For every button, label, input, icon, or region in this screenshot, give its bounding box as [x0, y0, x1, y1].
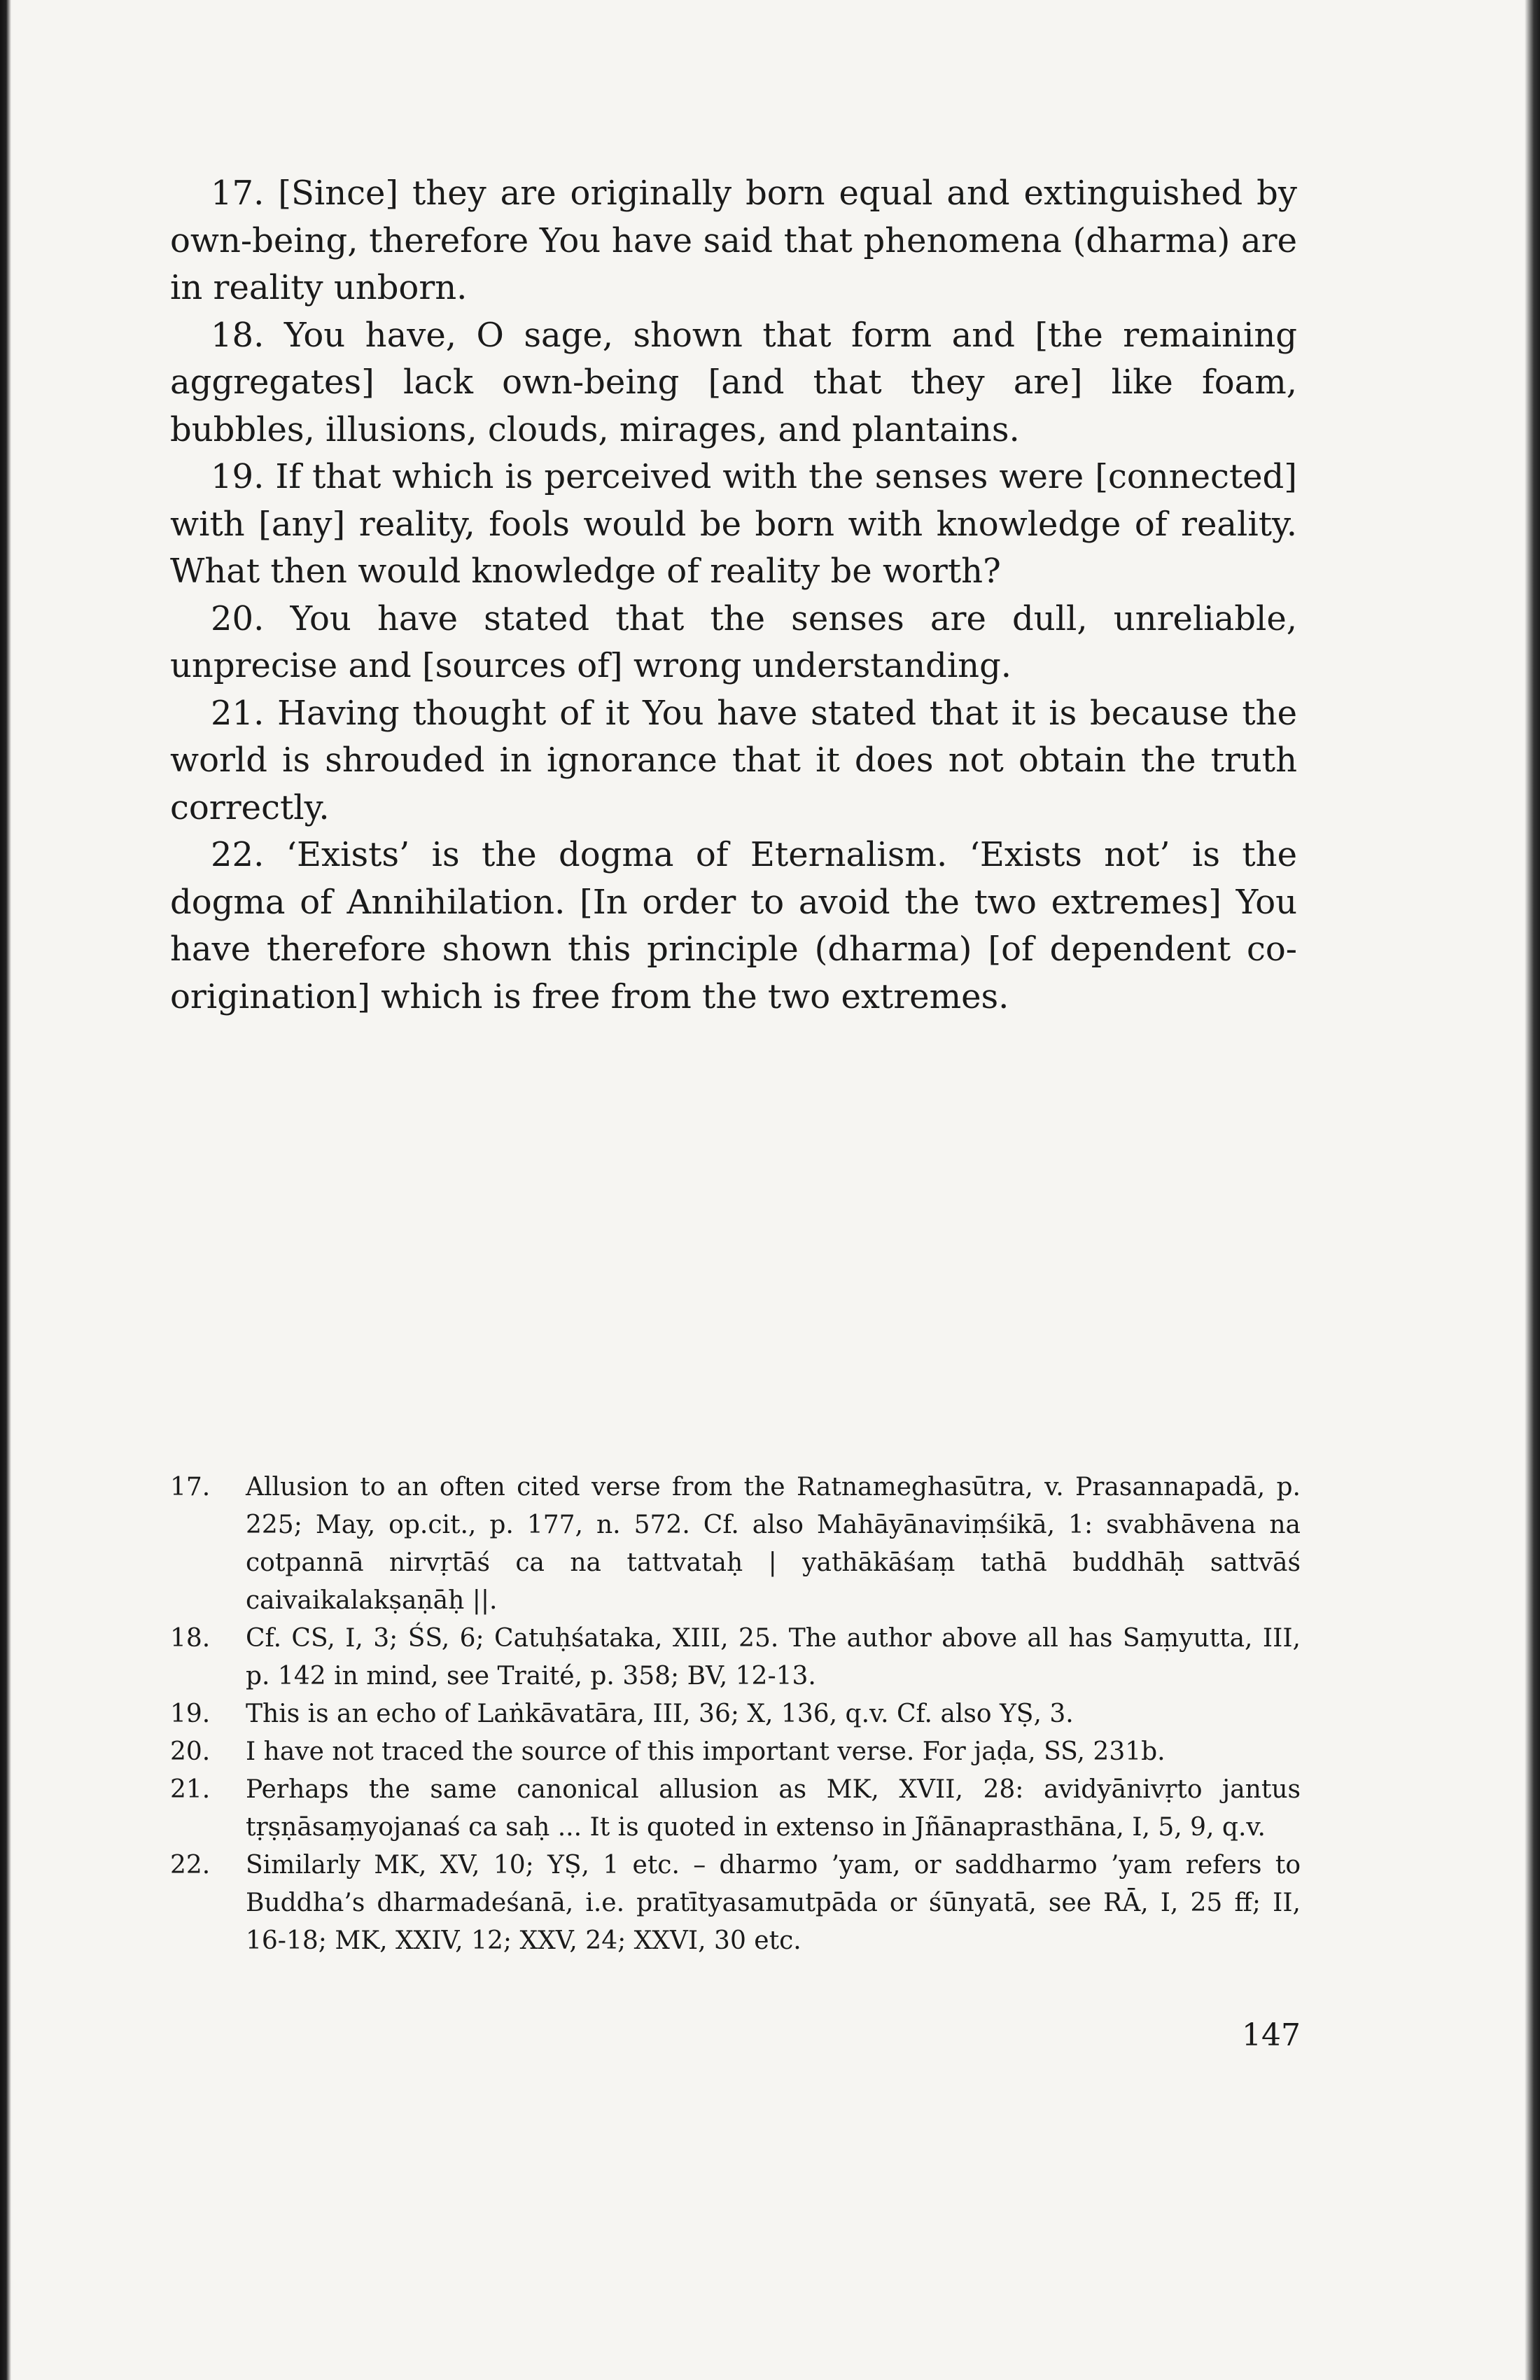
footnotes	[170, 1469, 1301, 1960]
footnote-number: 20.	[170, 1737, 211, 1766]
verse-body: ‘Exists’ is the dogma of Eternalism. ‘Exists not’ is the dogma of Annihilation. [In order to avoid the two extremes] You have therefore shown this principle (dharma) [of dependent co-origination] which is free from the two extremes.	[170, 835, 1297, 1016]
verse-number: 20.	[211, 598, 265, 638]
footnote-body: Similarly MK, XV, 10; YṢ, 1 etc. – dharmo ’yam, or saddharmo ’yam refers to Buddha’s dharmadeśanā, i.e. pratītyasamutpāda or śūnyatā, see RĀ, I, 25 ff; II, 16-18; MK, XXIV, 12; XXV, 24; XXVI, 30 etc.	[246, 1851, 1301, 1955]
verse-body: You have, O sage, shown that form and [the remaining aggregates] lack own-being [and that they are] like foam, bubbles, illusions, clouds, mirages, and plantains.	[170, 315, 1297, 449]
verse-22	[170, 832, 1297, 1021]
verse-19	[170, 454, 1297, 596]
verse-number: 19.	[211, 457, 265, 496]
verse-17	[170, 170, 1297, 312]
binding-edge	[0, 0, 11, 2380]
verse-number: 18.	[211, 315, 265, 355]
footnote-17	[170, 1469, 1301, 1620]
verse-body: [Since] they are originally born equal and extinguished by own-being, therefore You have said that phenomena (dharma) are in reality unborn.	[170, 174, 1297, 307]
verse-body: You have stated that the senses are dull, unreliable, unprecise and [sources of] wrong understanding.	[170, 598, 1298, 685]
footnote-body: Perhaps the same canonical allusion as MK, XVII, 28: avidyānivṛto jantus tṛṣṇāsaṃyojanaś ca saḥ ... It is quoted in extenso in Jñānaprasthāna, I, 5, 9, q.v.	[246, 1775, 1301, 1842]
footnote-22	[170, 1847, 1301, 1960]
verse-number: 21.	[211, 693, 265, 733]
footnote-19	[170, 1695, 1301, 1733]
verse-21	[170, 690, 1297, 832]
verse-text	[170, 170, 1297, 1021]
verse-number: 22.	[211, 835, 265, 874]
footnote-number: 17.	[170, 1473, 211, 1502]
footnote-body: Cf. CS, I, 3; ŚS, 6; Catuḥśataka, XIII, 25. The author above all has Saṃyutta, III, p. 142 in mind, see Traité, p. 358; BV, 12-13.	[246, 1624, 1301, 1690]
verse-body: Having thought of it You have stated that it is because the world is shrouded in ignorance that it does not obtain the truth correctly.	[170, 693, 1297, 827]
footnote-number: 21.	[170, 1775, 211, 1804]
footnote-21	[170, 1771, 1301, 1847]
footnote-number: 22.	[170, 1851, 211, 1879]
page-number: 147	[1242, 2017, 1301, 2053]
verse-number: 17.	[211, 174, 265, 213]
footnote-18	[170, 1620, 1301, 1695]
footnote-body: I have not traced the source of this important verse. For jaḍa, SS, 231b.	[246, 1737, 1166, 1766]
footnote-number: 19.	[170, 1700, 211, 1728]
page-edge-shadow	[1525, 0, 1540, 2380]
verse-18	[170, 312, 1297, 454]
footnote-number: 18.	[170, 1624, 211, 1653]
footnote-body: Allusion to an often cited verse from the Ratnameghasūtra, v. Prasannapadā, p. 225; May, op.cit., p. 177, n. 572. Cf. also Mahāyānaviṃśikā, 1: svabhāvena na cotpannā nirvṛtāś ca na tattvataḥ | yathākāśaṃ tathā buddhāḥ sattvāś caivaikalakṣaṇāḥ ||.	[246, 1473, 1301, 1615]
verse-body: If that which is perceived with the senses were [connected] with [any] reality, fools would be born with knowledge of reality. What then would knowledge of reality be worth?	[170, 457, 1298, 591]
footnote-body: This is an echo of Laṅkāvatāra, III, 36; X, 136, q.v. Cf. also YṢ, 3.	[246, 1700, 1074, 1728]
footnote-20	[170, 1733, 1301, 1771]
verse-20	[170, 596, 1297, 690]
